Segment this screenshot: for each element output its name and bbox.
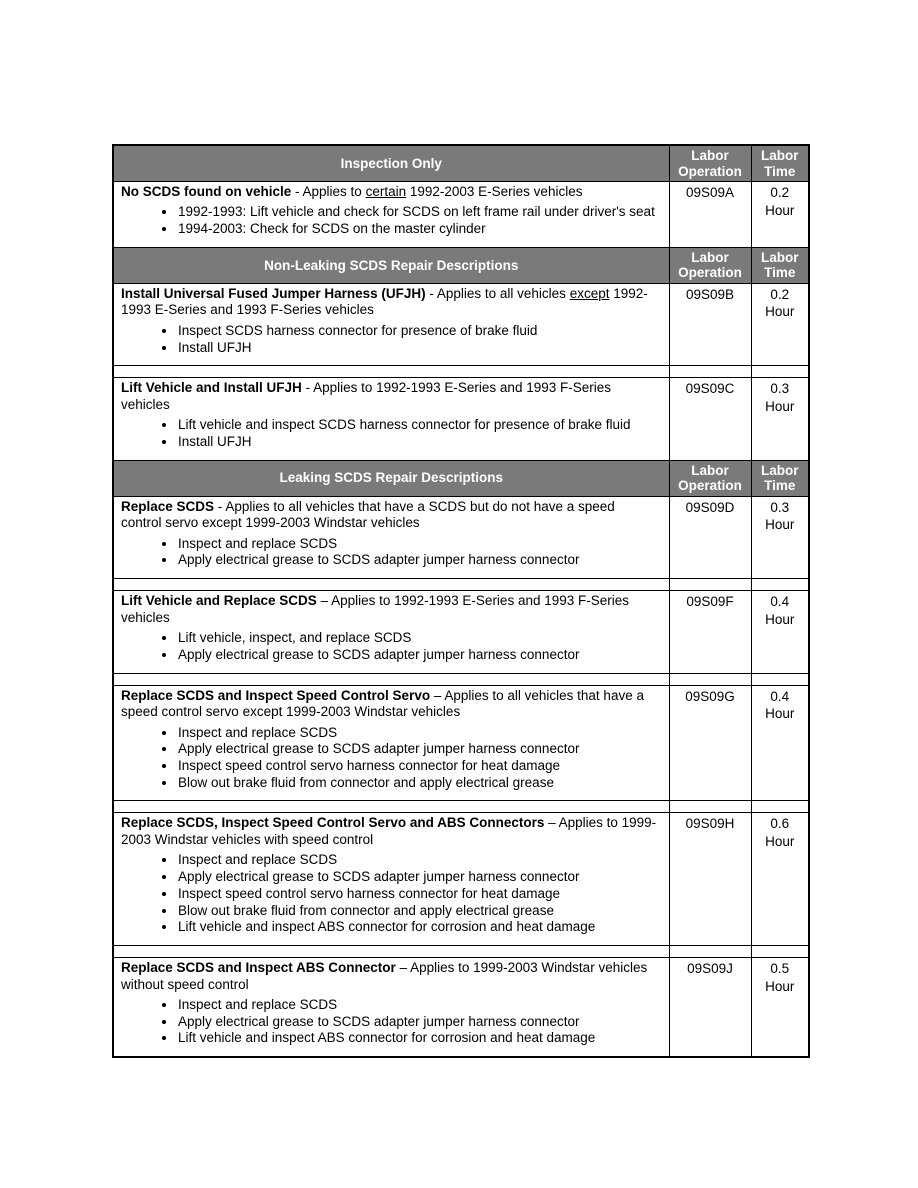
row-separator: - (425, 285, 437, 301)
labor-time-unit: Hour (765, 202, 795, 218)
row-title: Replace SCDS and Inspect ABS Connector (121, 960, 396, 976)
spacer-cell (669, 366, 751, 378)
description-segment: Applies to 1992-1993 E-Series and 1993 F-Series vehicles (121, 380, 611, 412)
labor-time-value: 0.5 (770, 961, 790, 977)
spacer-row (113, 366, 809, 378)
description-segment: certain (365, 184, 407, 199)
labor-operation-header: Labor Operation (669, 460, 751, 496)
description-cell (113, 591, 669, 673)
bullet-item: • Lift vehicle and inspect SCDS harness connector for presence of brake fluid (177, 417, 659, 434)
bullet-item: • 1992-1993: Lift vehicle and check for SCDS on left frame rail under driver's seat (177, 204, 659, 221)
labor-operation-header: Labor Operation (669, 247, 751, 283)
row-title: Replace SCDS and Inspect Speed Control Servo (121, 687, 431, 703)
labor-row (113, 685, 809, 801)
labor-table-container (112, 144, 808, 1058)
labor-operation-cell: 09S09A (669, 182, 751, 248)
row-separator: – (430, 687, 445, 703)
description-segment: except (569, 285, 610, 301)
labor-table-body (113, 145, 809, 1057)
spacer-row (113, 946, 809, 958)
bullet-list (121, 725, 659, 792)
bullet-item: • Blow out brake fluid from connector and apply electrical grease (177, 775, 659, 792)
labor-time-cell (751, 591, 809, 673)
description-segment: Applies to all vehicles that have a speed control servo except 1999-2003 Windstar vehicles (121, 687, 644, 720)
labor-operation-cell: 09S09H (669, 813, 751, 946)
labor-time-unit: Hour (765, 978, 795, 994)
bullet-list (121, 536, 659, 569)
bullet-item: • Inspect and replace SCDS (177, 997, 659, 1014)
row-title-line (121, 960, 659, 993)
labor-time-value: 0.3 (770, 381, 790, 397)
labor-time-cell (751, 958, 809, 1058)
labor-time-unit: Hour (765, 517, 795, 533)
bullet-item: • Inspect and replace SCDS (177, 725, 659, 742)
bullet-list (121, 204, 659, 237)
description-cell (113, 182, 669, 248)
labor-time-value: 0.3 (770, 499, 790, 515)
row-title: Lift Vehicle and Install UFJH (121, 380, 302, 396)
labor-row (113, 496, 809, 578)
row-title-line (121, 184, 659, 200)
bullet-item: • Inspect and replace SCDS (177, 536, 659, 553)
description-cell (113, 958, 669, 1058)
row-title-line (121, 499, 659, 532)
labor-row (113, 591, 809, 673)
section-header-row (113, 460, 809, 496)
bullet-item: • Apply electrical grease to SCDS adapter jumper harness connector (177, 1014, 659, 1031)
spacer-cell (113, 801, 669, 813)
spacer-row (113, 673, 809, 685)
spacer-cell (751, 673, 809, 685)
labor-operation-cell: 09S09C (669, 378, 751, 460)
spacer-cell (113, 946, 669, 958)
labor-operation-cell: 09S09J (669, 958, 751, 1058)
description-segment: Applies to all vehicles that have a SCDS but do not have a speed control servo except 1999-2003 Windstar vehicles (121, 498, 615, 531)
description-segment: 1992-2003 E-Series vehicles (406, 184, 583, 199)
labor-time-value: 0.2 (770, 185, 790, 200)
spacer-cell (751, 946, 809, 958)
bullet-list (121, 630, 659, 663)
section-title: Leaking SCDS Repair Descriptions (113, 460, 669, 496)
row-title-line (121, 815, 659, 848)
bullet-item: • Apply electrical grease to SCDS adapter jumper harness connector (177, 741, 659, 758)
labor-time-unit: Hour (765, 398, 795, 414)
labor-time-header: Labor Time (751, 460, 809, 496)
row-separator: – (395, 960, 411, 976)
row-title: No SCDS found on vehicle (121, 184, 292, 199)
labor-row (113, 378, 809, 460)
row-separator: – (544, 815, 559, 831)
row-title-line (121, 688, 659, 721)
bullet-item: • Inspect SCDS harness connector for presence of brake fluid (177, 323, 659, 340)
bullet-item: • 1994-2003: Check for SCDS on the master cylinder (177, 221, 659, 238)
labor-operation-cell: 09S09F (669, 591, 751, 673)
labor-row (113, 283, 809, 365)
section-header-row (113, 247, 809, 283)
row-title: Replace SCDS (121, 498, 215, 514)
description-cell (113, 813, 669, 946)
bullet-list (121, 417, 659, 450)
labor-time-cell (751, 378, 809, 460)
spacer-cell (751, 579, 809, 591)
labor-row (113, 182, 809, 248)
spacer-cell (669, 946, 751, 958)
spacer-cell (669, 673, 751, 685)
spacer-cell (113, 366, 669, 378)
row-title-line (121, 593, 659, 626)
labor-time-cell (751, 685, 809, 801)
description-segment: 1992-1993 E-Series and 1993 F-Series vehicles (121, 285, 648, 318)
labor-row (113, 813, 809, 946)
labor-operation-cell: 09S09D (669, 496, 751, 578)
row-separator: - (214, 498, 226, 514)
bullet-item: • Lift vehicle, inspect, and replace SCDS (177, 630, 659, 647)
bullet-list (121, 323, 659, 356)
section-title: Inspection Only (113, 145, 669, 182)
labor-time-cell (751, 283, 809, 365)
spacer-cell (669, 801, 751, 813)
spacer-cell (669, 579, 751, 591)
description-segment: Applies to 1992-1993 E-Series and 1993 F-Series vehicles (121, 593, 630, 625)
labor-time-header: Labor Time (751, 145, 809, 182)
labor-row (113, 958, 809, 1058)
bullet-item: • Inspect speed control servo harness connector for heat damage (177, 758, 659, 775)
spacer-row (113, 579, 809, 591)
labor-time-unit: Hour (765, 833, 795, 849)
labor-time-value: 0.2 (770, 286, 790, 302)
description-cell (113, 496, 669, 578)
row-title-line (121, 380, 659, 413)
labor-operations-table (112, 144, 810, 1058)
spacer-cell (113, 673, 669, 685)
bullet-item: • Apply electrical grease to SCDS adapter jumper harness connector (177, 552, 659, 569)
labor-time-unit: Hour (765, 304, 795, 320)
description-segment: Applies to (302, 184, 366, 199)
labor-time-header: Labor Time (751, 247, 809, 283)
labor-operation-cell: 09S09B (669, 283, 751, 365)
bullet-item: • Lift vehicle and inspect ABS connector for corrosion and heat damage (177, 1030, 659, 1047)
description-cell (113, 685, 669, 801)
row-title-line (121, 286, 659, 319)
spacer-row (113, 801, 809, 813)
labor-time-cell (751, 182, 809, 248)
spacer-cell (751, 366, 809, 378)
labor-operation-header: Labor Operation (669, 145, 751, 182)
bullet-item: • Install UFJH (177, 434, 659, 451)
description-cell (113, 283, 669, 365)
row-separator: – (316, 593, 332, 609)
bullet-item: • Lift vehicle and inspect ABS connector for corrosion and heat damage (177, 919, 659, 936)
bullet-item: • Blow out brake fluid from connector and apply electrical grease (177, 903, 659, 920)
bullet-item: • Apply electrical grease to SCDS adapter jumper harness connector (177, 869, 659, 886)
bullet-list (121, 852, 659, 936)
description-segment: Applies to all vehicles (436, 285, 570, 301)
description-cell (113, 378, 669, 460)
spacer-cell (113, 579, 669, 591)
labor-time-unit: Hour (765, 611, 795, 627)
bullet-item: • Inspect and replace SCDS (177, 852, 659, 869)
bullet-list (121, 997, 659, 1047)
row-title: Replace SCDS, Inspect Speed Control Servo and ABS Connectors (121, 815, 545, 831)
bullet-item: • Install UFJH (177, 340, 659, 357)
labor-time-cell (751, 813, 809, 946)
row-separator: - (301, 380, 314, 396)
row-separator: - (291, 184, 303, 199)
row-title: Install Universal Fused Jumper Harness (UFJH) (121, 285, 426, 301)
bullet-item: • Inspect speed control servo harness connector for heat damage (177, 886, 659, 903)
labor-time-value: 0.4 (770, 594, 790, 610)
bullet-item: • Apply electrical grease to SCDS adapter jumper harness connector (177, 647, 659, 664)
labor-time-value: 0.6 (770, 816, 790, 832)
description-segment: Applies to 1999-2003 Windstar vehicles with speed control (121, 815, 657, 847)
labor-time-value: 0.4 (770, 688, 790, 704)
labor-time-cell (751, 496, 809, 578)
spacer-cell (751, 801, 809, 813)
row-title: Lift Vehicle and Replace SCDS (121, 593, 317, 609)
labor-operation-cell: 09S09G (669, 685, 751, 801)
description-segment: Applies to 1999-2003 Windstar vehicles without speed control (121, 960, 648, 992)
labor-time-unit: Hour (765, 706, 795, 722)
section-title: Non-Leaking SCDS Repair Descriptions (113, 247, 669, 283)
section-header-row (113, 145, 809, 182)
